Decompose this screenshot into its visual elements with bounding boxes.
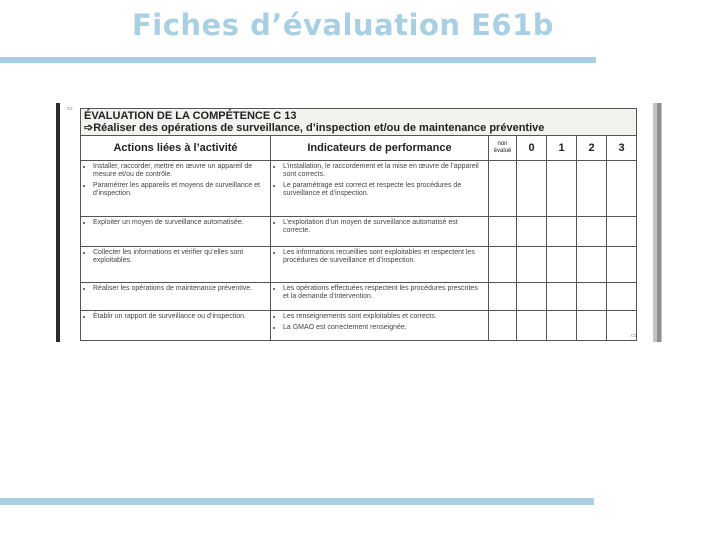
evaluation-form-scan: [56, 103, 662, 342]
cell-score-2[interactable]: [577, 283, 607, 311]
indicator-item: • Les informations recueillies sont exploitables et respectent les procédures de surveillance et d’inspection.: [283, 249, 485, 265]
action-item: • Installer, raccorder, mettre en œuvre un appareil de mesure et/ou de contrôle.: [93, 163, 267, 179]
action-item: • Exploiter un moyen de surveillance automatisée.: [93, 219, 267, 227]
cell-not-evaluated[interactable]: [489, 283, 517, 311]
table-row: [81, 161, 637, 217]
cell-score-3[interactable]: [607, 217, 637, 247]
competence-title: ÉVALUATION DE LA COMPÉTENCE C 13: [84, 110, 297, 122]
indicator-item: • Les opérations effectuées respectent les procédures prescrites et la demande d’intervention.: [283, 285, 485, 301]
cell-score-2[interactable]: [577, 247, 607, 283]
cell-score-1[interactable]: [547, 161, 577, 217]
form-heading: [81, 109, 637, 136]
table-row: [81, 247, 637, 283]
cell-not-evaluated[interactable]: [489, 161, 517, 217]
indicator-item: • La GMAO est correctement renseignée.: [283, 324, 485, 332]
cell-score-1[interactable]: [547, 283, 577, 311]
column-header-not-evaluated: non évalué: [489, 136, 517, 161]
cell-not-evaluated[interactable]: [489, 247, 517, 283]
scan-right-edge-inner: [657, 103, 661, 342]
indicator-item: • L’installation, le raccordement et la mise en œuvre de l’appareil sont corrects.: [283, 163, 485, 179]
cell-score-1[interactable]: [547, 217, 577, 247]
action-item: • Réaliser les opérations de maintenance préventive.: [93, 285, 267, 293]
cell-score-0[interactable]: [517, 161, 547, 217]
cell-score-2[interactable]: [577, 217, 607, 247]
score-header-0: 0: [517, 136, 547, 161]
corner-marker-icon: ▭: [631, 333, 637, 339]
column-header-actions: Actions liées à l’activité: [81, 136, 271, 161]
scan-left-edge: [56, 103, 60, 342]
slide-title: Fiches d’évaluation E61b: [131, 8, 555, 42]
evaluation-table: [80, 108, 637, 341]
top-divider: [0, 57, 596, 63]
score-header-1: 1: [547, 136, 577, 161]
cell-score-0[interactable]: [517, 247, 547, 283]
column-header-indicators: Indicateurs de performance: [271, 136, 489, 161]
indicator-item: • Les renseignements sont exploitables et corrects.: [283, 313, 485, 321]
cell-score-0[interactable]: [517, 283, 547, 311]
cell-score-2[interactable]: [577, 311, 607, 341]
action-item: • Établir un rapport de surveillance ou d’inspection.: [93, 313, 267, 321]
table-row: [81, 217, 637, 247]
cell-score-3[interactable]: [607, 247, 637, 283]
indicator-item: • Le paramétrage est correct et respecte les procédures de surveillance et d’inspection.: [283, 182, 485, 198]
cell-score-3[interactable]: [607, 283, 637, 311]
table-row: [81, 311, 637, 341]
cell-not-evaluated[interactable]: [489, 311, 517, 341]
action-item: • Collecter les informations et vérifier qu’elles sont exploitables.: [93, 249, 267, 265]
score-header-3: 3: [607, 136, 637, 161]
cell-score-1[interactable]: [547, 247, 577, 283]
table-row: [81, 283, 637, 311]
bottom-divider: [0, 498, 594, 505]
corner-marker-icon: ▭: [67, 106, 73, 112]
cell-score-0[interactable]: [517, 311, 547, 341]
cell-score-3[interactable]: [607, 161, 637, 217]
cell-score-2[interactable]: [577, 161, 607, 217]
score-header-2: 2: [577, 136, 607, 161]
cell-score-0[interactable]: [517, 217, 547, 247]
cell-not-evaluated[interactable]: [489, 217, 517, 247]
indicator-item: • L’exploitation d’un moyen de surveillance automatisé est correcte.: [283, 219, 485, 235]
action-item: • Paramétrer les appareils et moyens de surveillance et d’inspection.: [93, 182, 267, 198]
competence-subtitle: ➩Réaliser des opérations de surveillance, d’inspection et/ou de maintenance préventive: [84, 122, 545, 134]
cell-score-1[interactable]: [547, 311, 577, 341]
